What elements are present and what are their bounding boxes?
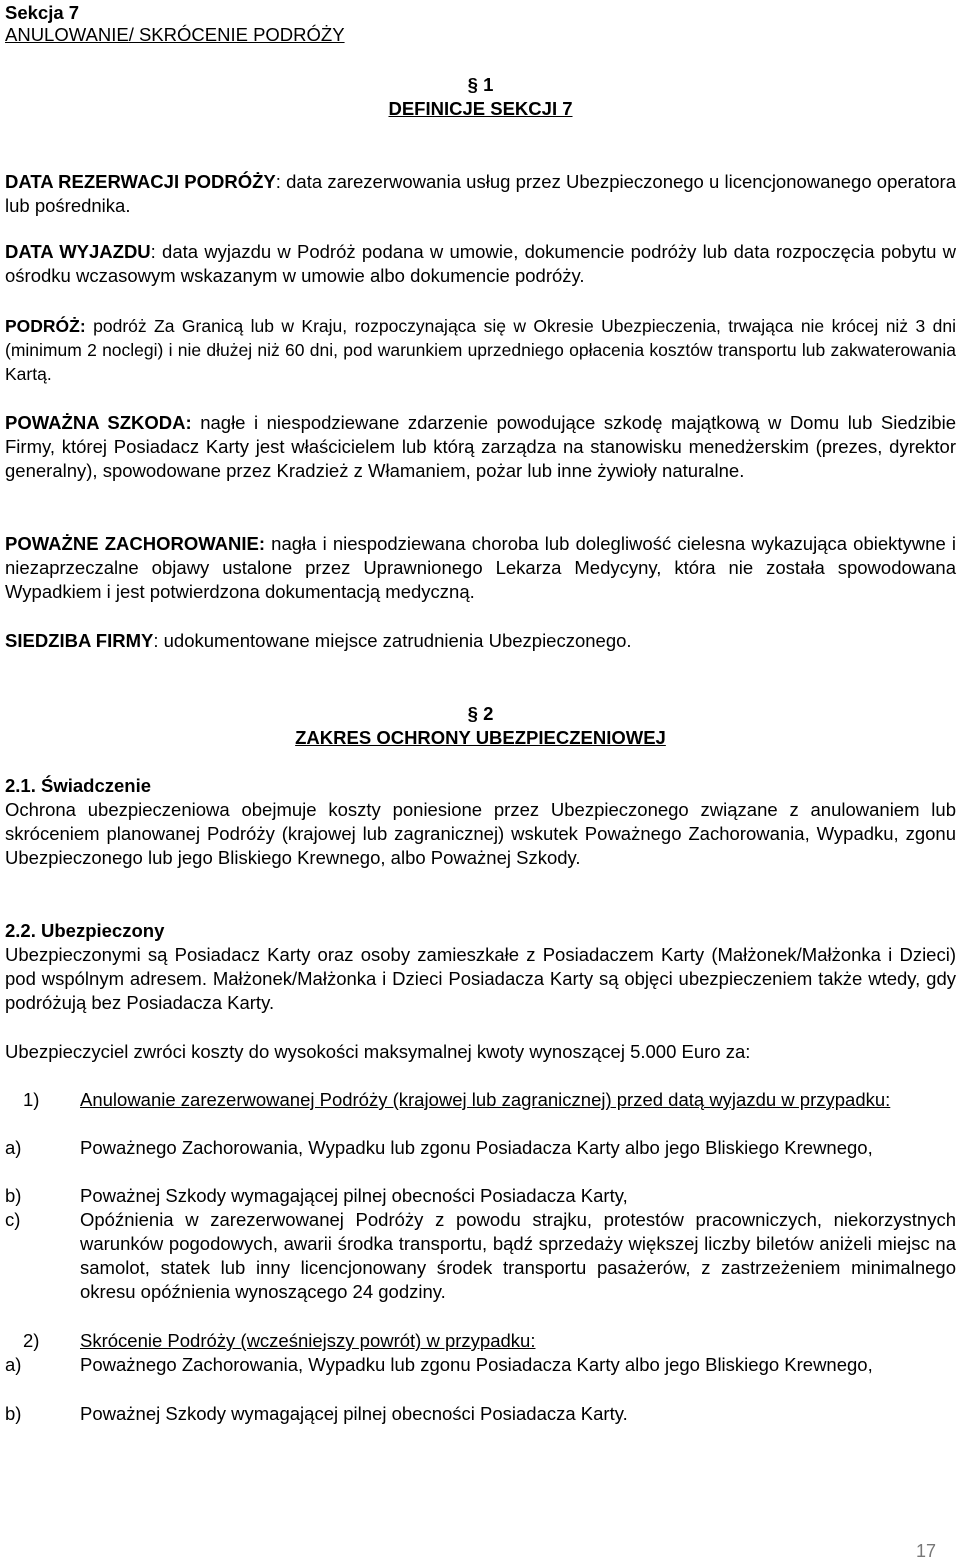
definition-term: POWAŻNE ZACHOROWANIE:	[5, 533, 266, 554]
definition-term: DATA REZERWACJI PODRÓŻY	[5, 171, 276, 192]
list-text: Poważnego Zachorowania, Wypadku lub zgonu Posiadacza Karty albo jego Bliskiego Krewnego,	[80, 1137, 873, 1158]
list-text: Anulowanie zarezerwowanej Podróży (krajowej lub zagranicznej) przed datą wyjazdu w przypadku:	[80, 1089, 891, 1110]
definition-term: DATA WYJAZDU	[5, 241, 151, 262]
list-label: a)	[5, 1137, 22, 1158]
subsection-2-2-heading: 2.2. Ubezpieczony	[5, 920, 165, 941]
definition-term: SIEDZIBA FIRMY	[5, 630, 154, 651]
list-label: b)	[5, 1185, 22, 1206]
definition-data-wyjazdu	[5, 240, 956, 288]
definition-podroz	[5, 314, 956, 386]
definition-siedziba-firmy	[5, 629, 956, 653]
section-label: Sekcja 7	[5, 2, 80, 23]
list-label: 1)	[23, 1089, 40, 1110]
list-text: Poważnej Szkody wymagającej pilnej obecności Posiadacza Karty.	[80, 1403, 628, 1424]
paragraph-number: § 1	[467, 74, 494, 95]
list-label: b)	[5, 1403, 22, 1424]
definition-text: : data wyjazdu w Podróż podana w umowie, dokumencie podróży lub data rozpoczęcia pobytu w ośrodku wczasowym wskazanym w umowie albo dokumencie podróży.	[5, 241, 956, 286]
coverage-intro: Ubezpieczyciel zwróci koszty do wysokości maksymalnej kwoty wynoszącej 5.000 Euro za:	[5, 1041, 751, 1062]
list-text: Poważnej Szkody wymagającej pilnej obecności Posiadacza Karty,	[80, 1185, 628, 1206]
definition-text: : data zarezerwowania usług przez Ubezpieczonego u licencjonowanego operatora lub pośrednika.	[5, 171, 956, 216]
paragraph-title: ZAKRES OCHRONY UBEZPIECZENIOWEJ	[295, 727, 666, 748]
list-label: a)	[5, 1354, 22, 1375]
subsection-2-2-text: Ubezpieczonymi są Posiadacz Karty oraz osoby zamieszkałe z Posiadaczem Karty (Małżonek/Małżonka i Dzieci) pod wspólnym adresem. Małżonek/Małżonka i Dzieci Posiadacza Karty są objęci ubezpieczeniem także wtedy, gdy podróżują bez Posiadacza Karty.	[5, 944, 956, 1013]
subsection-2-1-text: Ochrona ubezpieczeniowa obejmuje koszty poniesione przez Ubezpieczonego związane z anulowaniem lub skróceniem planowanej Podróży (krajowej lub zagranicznej) wskutek Poważnego Zachorowania, Wypadku, zgonu Ubezpieczonego lub jego Bliskiego Krewnego, albo Poważnej Szkody.	[5, 799, 956, 868]
definition-text: podróż Za Granicą lub w Kraju, rozpoczynająca się w Okresie Ubezpieczenia, trwająca nie krócej niż 3 dni (minimum 2 noclegi) i nie dłużej niż 60 dni, pod warunkiem uprzedniego opłacenia kosztów transportu lub zakwaterowania Kartą.	[5, 316, 956, 384]
page-number: 17	[916, 1541, 937, 1561]
list-text: Opóźnienia w zarezerwowanej Podróży z powodu strajku, protestów pracowniczych, niekorzystnych warunków pogodowych, awarii środka transportu, bądź sprzedaży większej liczby biletów aniżeli miejsc na samolot, statek lub inny licencjonowany środek transportu pasażerów, z zastrzeżeniem minimalnego okresu opóźnienia wynoszącego 24 godziny.	[80, 1209, 956, 1302]
list-label: c)	[5, 1209, 21, 1230]
list-text: Skrócenie Podróży (wcześniejszy powrót) w przypadku:	[80, 1330, 536, 1351]
definition-text: nagłe i niespodziewane zdarzenie powodujące szkodę majątkową w Domu lub Siedzibie Firmy, której Posiadacz Karty jest właścicielem lub którą zarządza na stanowisku menedżerskim (prezes, dyrektor generalny), spowodowane przez Kradzież z Włamaniem, pożar lub inne żywioły naturalne.	[5, 412, 956, 481]
definition-data-rezerwacji	[5, 170, 956, 218]
definition-term: PODRÓŻ:	[5, 316, 86, 336]
definition-text: : udokumentowane miejsce zatrudnienia Ubezpieczonego.	[153, 630, 632, 651]
paragraph-1-heading	[5, 73, 956, 121]
paragraph-2-heading	[5, 702, 956, 750]
definition-powazna-szkoda	[5, 411, 956, 483]
definition-term: POWAŻNA SZKODA:	[5, 412, 192, 433]
paragraph-title: DEFINICJE SEKCJI 7	[388, 98, 573, 119]
list-label: 2)	[23, 1330, 40, 1351]
definition-powazne-zachorowanie	[5, 532, 956, 604]
subsection-2-1-heading: 2.1. Świadczenie	[5, 775, 152, 796]
list-text: Poważnego Zachorowania, Wypadku lub zgonu Posiadacza Karty albo jego Bliskiego Krewnego,	[80, 1354, 873, 1375]
paragraph-number: § 2	[467, 703, 494, 724]
section-title: ANULOWANIE/ SKRÓCENIE PODRÓŻY	[5, 24, 345, 45]
definition-text: nagła i niespodziewana choroba lub dolegliwość cielesna wykazująca obiektywne i niezaprzeczalne objawy ustalone przez Uprawnionego Lekarza Medycyny, która nie została spowodowana Wypadkiem i jest potwierdzona dokumentacją medyczną.	[5, 533, 956, 602]
